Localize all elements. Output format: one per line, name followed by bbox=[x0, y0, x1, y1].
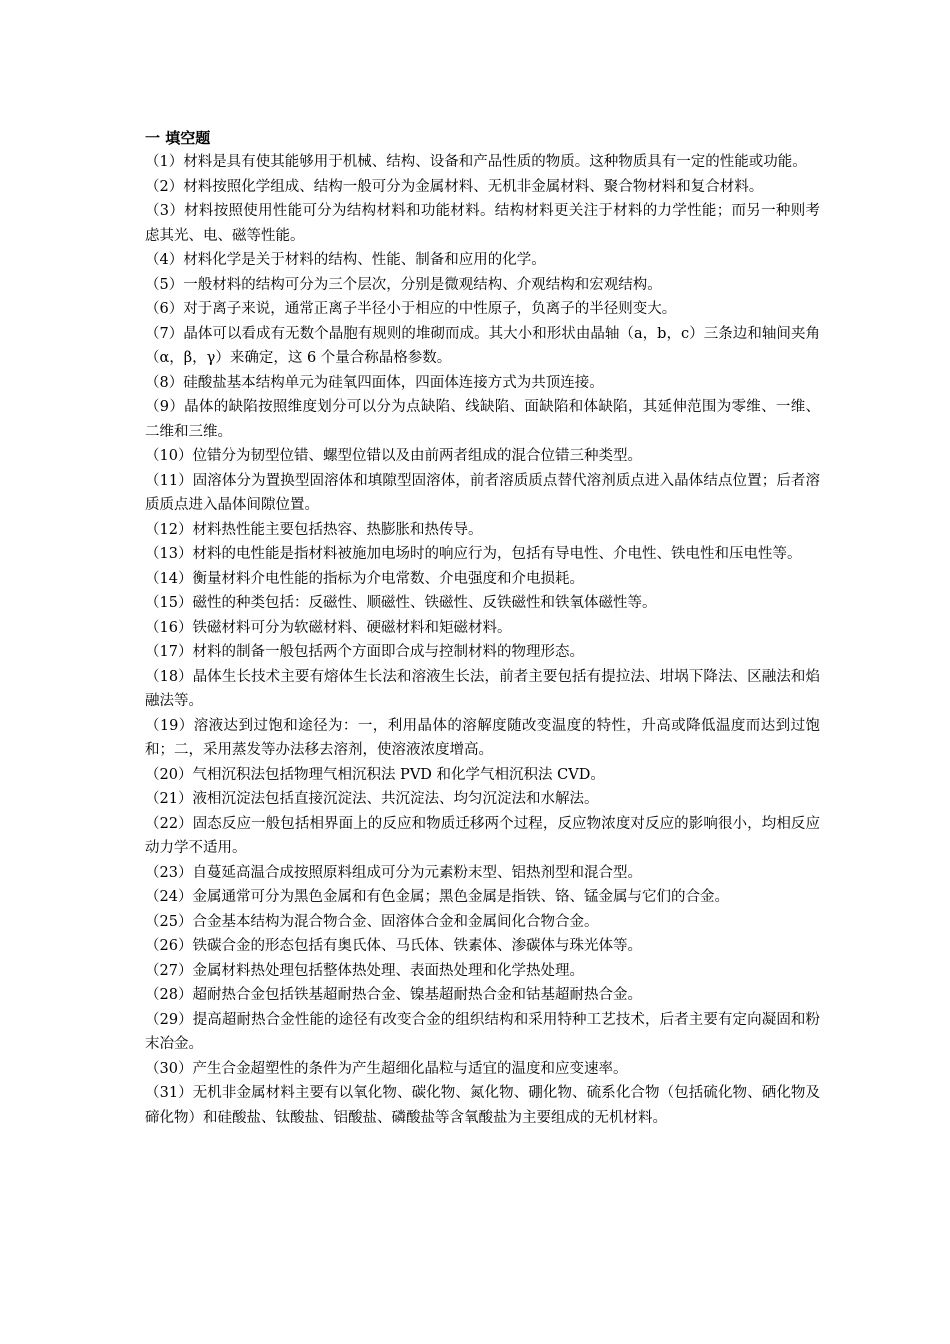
question-item: （31）无机非金属材料主要有以氧化物、碳化物、氮化物、硼化物、硫系化合物（包括硫化物、硒化物及碲化物）和硅酸盐、钛酸盐、铝酸盐、磷酸盐等含氧酸盐为主要组成的无机材料。 bbox=[145, 1085, 820, 1126]
question-item: （11）固溶体分为置换型固溶体和填隙型固溶体，前者溶质质点替代溶剂质点进入晶体结点位置；后者溶质质点进入晶体间隙位置。 bbox=[145, 472, 820, 513]
question-item: （29）提高超耐热合金性能的途径有改变合金的组织结构和采用特种工艺技术，后者主要有定向凝固和粉末冶金。 bbox=[145, 1011, 820, 1052]
fill-in-blank-list bbox=[145, 150, 820, 1130]
question-item: （1）材料是具有使其能够用于机械、结构、设备和产品性质的物质。这种物质具有一定的性能或功能。 bbox=[145, 154, 807, 170]
question-item: （28）超耐热合金包括铁基超耐热合金、镍基超耐热合金和钴基超耐热合金。 bbox=[145, 987, 642, 1003]
question-item: （13）材料的电性能是指材料被施加电场时的响应行为，包括有导电性、介电性、铁电性和压电性等。 bbox=[145, 546, 802, 562]
question-item: （23）自蔓延高温合成按照原料组成可分为元素粉末型、铝热剂型和混合型。 bbox=[145, 864, 642, 881]
section-heading: 一 填空题 bbox=[145, 129, 211, 147]
question-item: （18）晶体生长技术主要有熔体生长法和溶液生长法，前者主要包括有提拉法、坩埚下降法、区融法和焰融法等。 bbox=[145, 668, 820, 709]
question-item: （27）金属材料热处理包括整体热处理、表面热处理和化学热处理。 bbox=[145, 962, 584, 979]
question-item: （7）晶体可以看成有无数个晶胞有规则的堆砌而成。其大小和形状由晶轴（a，b，c）三条边和轴间夹角（α，β，γ）来确定，这 6 个量合称晶格参数。 bbox=[145, 325, 820, 366]
question-item: （24）金属通常可分为黑色金属和有色金属；黑色金属是指铁、铬、锰金属与它们的合金。 bbox=[145, 889, 729, 905]
question-item: （19）溶液达到过饱和途径为：一，利用晶体的溶解度随改变温度的特性，升高或降低温度而达到过饱和；二，采用蒸发等办法移去溶剂，使溶液浓度增高。 bbox=[145, 717, 820, 758]
question-item: （21）液相沉淀法包括直接沉淀法、共沉淀法、均匀沉淀法和水解法。 bbox=[145, 791, 599, 807]
question-item: （14）衡量材料介电性能的指标为介电常数、介电强度和介电损耗。 bbox=[145, 570, 584, 587]
question-item: （9）晶体的缺陷按照维度划分可以分为点缺陷、线缺陷、面缺陷和体缺陷，其延伸范围为零维、一维、二维和三维。 bbox=[145, 399, 820, 440]
question-item: （30）产生合金超塑性的条件为产生超细化晶粒与适宜的温度和应变速率。 bbox=[145, 1060, 628, 1077]
question-item: （26）铁碳合金的形态包括有奥氏体、马氏体、铁素体、渗碳体与珠光体等。 bbox=[145, 938, 642, 954]
question-item: （10）位错分为韧型位错、螺型位错以及由前两者组成的混合位错三种类型。 bbox=[145, 448, 642, 464]
question-item: （12）材料热性能主要包括热容、热膨胀和热传导。 bbox=[145, 521, 483, 538]
question-item: （20）气相沉积法包括物理气相沉积法 PVD 和化学气相沉积法 CVD。 bbox=[145, 766, 605, 783]
question-item: （5）一般材料的结构可分为三个层次，分别是微观结构、介观结构和宏观结构。 bbox=[145, 276, 662, 293]
question-item: （16）铁磁材料可分为软磁材料、硬磁材料和矩磁材料。 bbox=[145, 619, 512, 636]
question-item: （6）对于离子来说，通常正离子半径小于相应的中性原子，负离子的半径则变大。 bbox=[145, 301, 677, 317]
question-item: （17）材料的制备一般包括两个方面即合成与控制材料的物理形态。 bbox=[145, 644, 584, 660]
question-item: （25）合金基本结构为混合物合金、固溶体合金和金属间化合物合金。 bbox=[145, 913, 599, 930]
question-item: （15）磁性的种类包括：反磁性、顺磁性、铁磁性、反铁磁性和铁氧体磁性等。 bbox=[145, 595, 657, 611]
document-page bbox=[145, 126, 820, 1130]
question-item: （22）固态反应一般包括相界面上的反应和物质迁移两个过程，反应物浓度对反应的影响很小，均相反应动力学不适用。 bbox=[145, 815, 820, 856]
question-item: （4）材料化学是关于材料的结构、性能、制备和应用的化学。 bbox=[145, 252, 546, 268]
question-item: （8）硅酸盐基本结构单元为硅氧四面体，四面体连接方式为共顶连接。 bbox=[145, 374, 604, 391]
question-item: （2）材料按照化学组成、结构一般可分为金属材料、无机非金属材料、聚合物材料和复合材料。 bbox=[145, 178, 764, 195]
question-item: （3）材料按照使用性能可分为结构材料和功能材料。结构材料更关注于材料的力学性能；而另一种则考虑其光、电、磁等性能。 bbox=[145, 203, 820, 244]
